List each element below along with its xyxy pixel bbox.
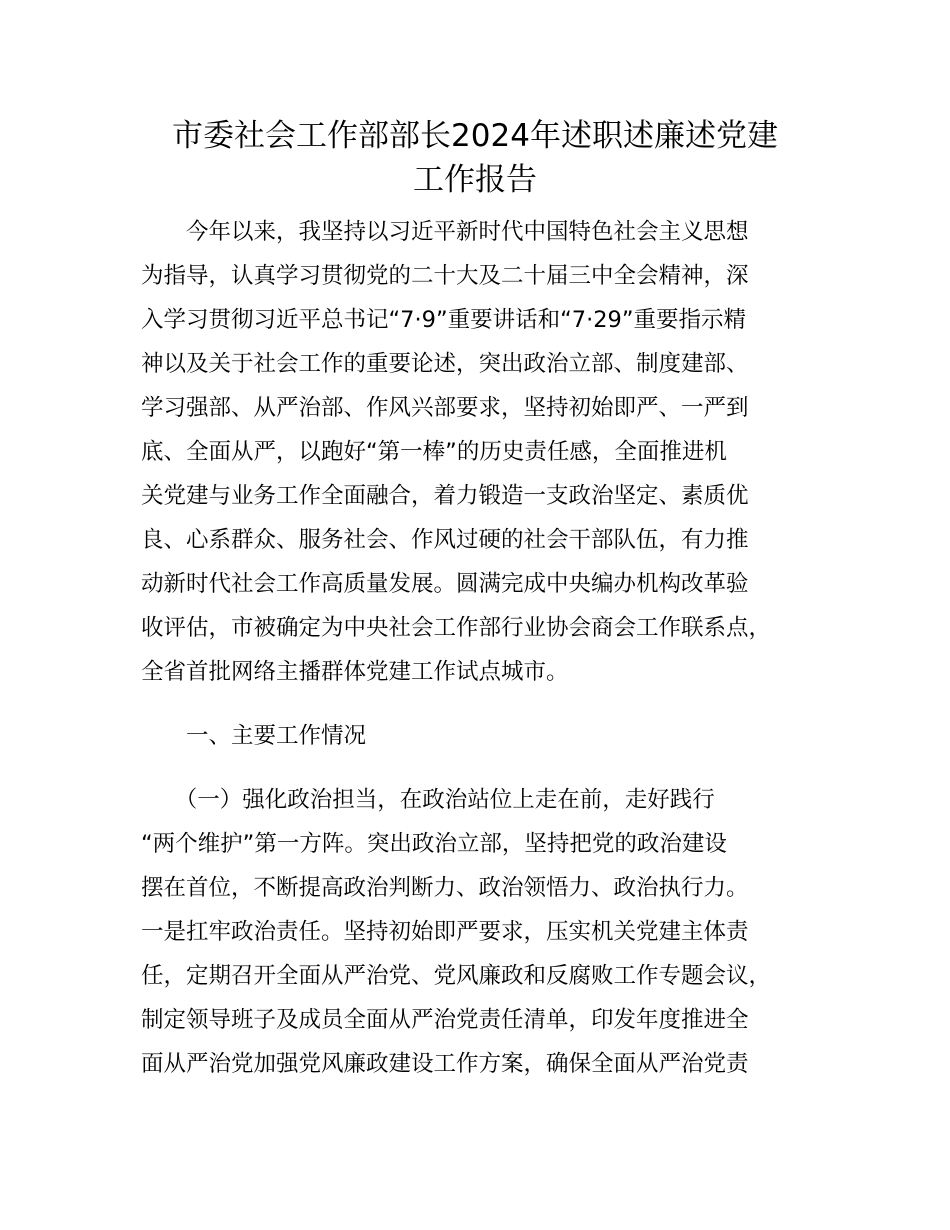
text-line: 关党建与业务工作全面融合，着力锻造一支政治坚定、素质优	[141, 483, 749, 509]
paragraph-gap	[141, 694, 841, 714]
text-line: （一）强化政治担当，在政治站位上走在前，走好践行	[141, 787, 715, 813]
text-line: 动新时代社会工作高质量发展。圆满完成中央编办机构改革验	[141, 571, 749, 597]
section-heading: 一、主要工作情况	[141, 723, 367, 749]
text-line: 摆在首位，不断提高政治判断力、政治领悟力、政治执行力。	[141, 875, 749, 901]
text-line: 任，定期召开全面从严治党、党风廉政和反腐败工作专题会议，	[141, 963, 772, 989]
text-line: 收评估，市被确定为中央社会工作部行业协会商会工作联系点，	[141, 615, 772, 641]
text-line: 学习强部、从严治部、作风兴部要求，坚持初始即严、一严到	[141, 395, 749, 421]
text-line: 入学习贯彻习近平总书记“7·9”重要讲话和“7·29”重要指示精	[141, 307, 747, 333]
text-line: 面从严治党加强党风廉政建设工作方案，确保全面从严治党责	[141, 1051, 749, 1077]
document-title-line-1: 市委社会工作部部长2024年述职述廉述党建	[172, 118, 778, 154]
text-line: 为指导，认真学习贯彻党的二十大及二十届三中全会精神，深	[141, 263, 749, 289]
text-line: 底、全面从严，以跑好“第一棒”的历史责任感，全面推进机	[141, 439, 727, 465]
paragraph-gap	[141, 758, 841, 778]
paragraph-section-1	[141, 778, 841, 1086]
paragraph-intro	[141, 210, 841, 694]
text-line: “两个维护”第一方阵。突出政治立部，坚持把党的政治建设	[141, 831, 727, 857]
text-line: 神以及关于社会工作的重要论述，突出政治立部、制度建部、	[141, 351, 749, 377]
text-line: 全省首批网络主播群体党建工作试点城市。	[141, 659, 569, 685]
text-line: 一是扛牢政治责任。坚持初始即严要求，压实机关党建主体责	[141, 919, 749, 945]
document-body	[141, 210, 841, 1086]
document-title-line-2: 工作报告	[413, 162, 537, 198]
text-line: 制定领导班子及成员全面从严治党责任清单，印发年度推进全	[141, 1007, 749, 1033]
text-line: 良、心系群众、服务社会、作风过硬的社会干部队伍，有力推	[141, 527, 749, 553]
text-line: 今年以来，我坚持以习近平新时代中国特色社会主义思想	[141, 219, 749, 245]
